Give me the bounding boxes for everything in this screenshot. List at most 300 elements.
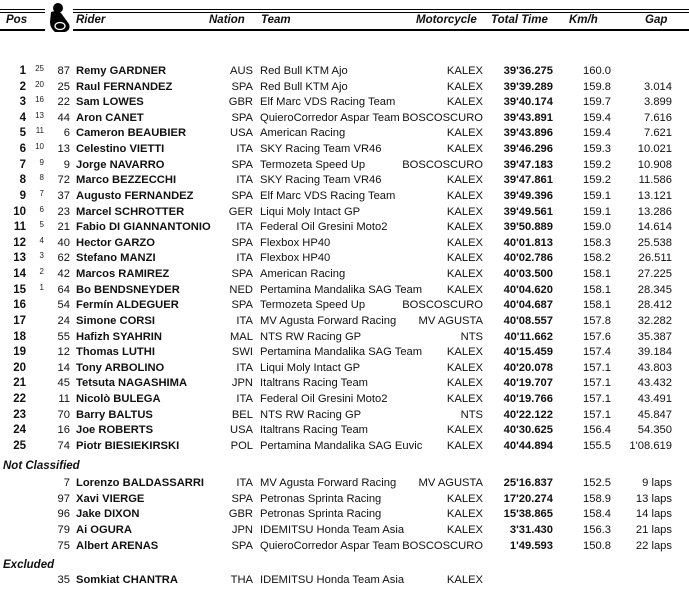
points: 8	[39, 173, 44, 183]
motorcycle: KALEX	[446, 174, 483, 187]
speed-kmh: 158.3	[583, 236, 611, 249]
rider-name: Barry BALTUS	[76, 408, 153, 421]
team-name: Petronas Sprinta Racing	[260, 492, 382, 505]
rider-name: Nicolò BULEGA	[76, 393, 161, 406]
rider-number: 87	[57, 65, 70, 77]
result-row	[0, 392, 689, 408]
result-row	[0, 376, 689, 392]
rider-name: Fermín ALDEGUER	[76, 299, 179, 312]
result-row	[0, 492, 689, 508]
total-time: 1'49.593	[509, 539, 553, 552]
nation: ITA	[236, 393, 253, 406]
team-name: Termozeta Speed Up	[260, 299, 366, 312]
motorcycle: KALEX	[446, 393, 483, 406]
team-name: IDEMITSU Honda Team Asia	[260, 574, 405, 586]
total-time: 40'11.662	[504, 330, 553, 343]
motorcycle: BOSCOSCURO	[402, 539, 483, 552]
speed-kmh: 159.3	[583, 143, 611, 156]
motorcycle: KALEX	[446, 127, 483, 140]
col-header-team: Team	[261, 14, 291, 26]
nation: SWI	[231, 346, 253, 359]
result-row	[0, 111, 689, 127]
gap: 27.225	[637, 268, 672, 281]
speed-kmh: 156.3	[583, 524, 611, 537]
total-time: 40'03.500	[503, 268, 553, 281]
rider-name: Tony ARBOLINO	[76, 361, 165, 374]
total-time: 40'19.766	[503, 393, 553, 406]
result-row	[0, 126, 689, 142]
rider-number: 44	[57, 111, 70, 124]
gap: 32.282	[637, 314, 672, 327]
speed-kmh: 157.1	[583, 377, 611, 390]
total-time: 40'01.813	[503, 236, 553, 249]
position: 4	[19, 111, 26, 124]
nation: ITA	[236, 143, 253, 156]
total-time: 39'39.289	[503, 80, 553, 93]
rider-number: 96	[57, 508, 70, 521]
motorcycle: KALEX	[446, 439, 483, 452]
team-name: Italtrans Racing Team	[260, 377, 368, 390]
total-time: 25'16.837	[503, 477, 553, 489]
result-row	[0, 80, 689, 96]
team-name: IDEMITSU Honda Team Asia	[260, 524, 405, 537]
total-time: 40'20.078	[503, 361, 553, 374]
rider-name: Marcel SCHROTTER	[76, 205, 185, 218]
nation: ITA	[236, 252, 253, 265]
motorcycle: BOSCOSCURO	[402, 158, 483, 171]
result-row	[0, 251, 689, 267]
team-name: QuieroCorredor Aspar Team	[260, 111, 400, 124]
rider-number: 35	[57, 574, 70, 586]
result-row	[0, 95, 689, 111]
result-row	[0, 189, 689, 205]
nation: ITA	[236, 314, 253, 327]
position: 18	[13, 330, 26, 343]
team-name: SKY Racing Team VR46	[260, 143, 382, 156]
nation: NED	[229, 283, 253, 296]
speed-kmh: 159.2	[583, 174, 611, 187]
result-row	[0, 205, 689, 221]
result-row	[0, 507, 689, 523]
motorcycle: NTS	[460, 408, 483, 421]
nation: SPA	[231, 268, 253, 281]
rider-number: 64	[57, 283, 70, 296]
points: 5	[39, 220, 44, 230]
team-name: Red Bull KTM Ajo	[260, 65, 348, 77]
result-row	[0, 283, 689, 299]
team-name: Termozeta Speed Up	[260, 158, 366, 171]
nation: SPA	[231, 236, 253, 249]
rider-number: 25	[57, 80, 70, 93]
position: 10	[13, 205, 26, 218]
rider-number: 24	[57, 314, 70, 327]
col-header-nation: Nation	[209, 14, 245, 26]
team-name: Elf Marc VDS Racing Team	[260, 96, 396, 109]
position: 8	[19, 174, 26, 187]
rider-number: 16	[57, 424, 70, 437]
team-name: NTS RW Racing GP	[260, 330, 362, 343]
speed-kmh: 159.1	[583, 189, 611, 202]
results-header	[0, 0, 689, 34]
not-classified-heading: Not Classified	[3, 460, 80, 472]
team-name: QuieroCorredor Aspar Team	[260, 539, 400, 552]
result-row	[0, 220, 689, 236]
gap: 3.014	[644, 80, 672, 93]
gap: 43.803	[637, 361, 672, 374]
rider-number: 79	[57, 524, 70, 537]
gap: 11.586	[638, 174, 672, 187]
rider-number: 22	[57, 96, 70, 109]
nation: USA	[229, 127, 253, 140]
total-time: 40'04.687	[503, 299, 553, 312]
speed-kmh: 158.1	[583, 299, 611, 312]
rider-name: Marco BEZZECCHI	[76, 174, 177, 187]
position: 13	[13, 252, 26, 265]
nation: ITA	[236, 174, 253, 187]
team-name: Flexbox HP40	[260, 236, 331, 249]
total-time: 39'40.174	[503, 96, 553, 109]
speed-kmh: 159.0	[583, 221, 611, 234]
motorcycle: KALEX	[446, 221, 483, 234]
col-header-gap: Gap	[645, 14, 668, 26]
nation: SPA	[231, 80, 253, 93]
position: 20	[13, 361, 26, 374]
position: 3	[19, 96, 26, 109]
speed-kmh: 160.0	[583, 65, 611, 77]
position: 23	[13, 408, 26, 421]
result-row	[0, 476, 689, 492]
total-time: 17'20.274	[503, 492, 553, 505]
col-header-rider: Rider	[76, 14, 106, 26]
speed-kmh: 155.5	[583, 439, 611, 452]
col-header-motorcycle: Motorcycle	[416, 14, 477, 26]
motorcycle: KALEX	[446, 424, 483, 437]
speed-kmh: 159.2	[583, 158, 611, 171]
rider-name: Aron CANET	[76, 111, 144, 124]
result-row	[0, 408, 689, 424]
gap: 45.847	[637, 408, 672, 421]
rider-name: Piotr BIESIEKIRSKI	[76, 439, 180, 452]
total-time: 39'43.896	[503, 127, 553, 140]
team-name: Liqui Moly Intact GP	[260, 361, 361, 374]
position: 21	[13, 377, 26, 390]
position: 1	[19, 65, 26, 77]
total-time: 39'47.183	[503, 158, 553, 171]
points: 3	[39, 251, 44, 261]
total-time: 39'43.891	[503, 111, 553, 124]
total-time: 39'49.396	[503, 189, 553, 202]
result-row	[0, 330, 689, 346]
position: 15	[13, 283, 26, 296]
motorcycle: KALEX	[446, 361, 483, 374]
speed-kmh: 152.5	[583, 477, 611, 489]
team-name: Italtrans Racing Team	[260, 424, 368, 437]
team-name: Petronas Sprinta Racing	[260, 508, 382, 521]
motorcycle: KALEX	[446, 236, 483, 249]
nation: JPN	[231, 524, 253, 537]
gap: 43.491	[637, 393, 672, 406]
position: 25	[13, 439, 26, 452]
team-name: American Racing	[260, 127, 346, 140]
gap: 22 laps	[635, 539, 672, 552]
gap: 39.184	[637, 346, 672, 359]
speed-kmh: 157.4	[583, 346, 611, 359]
speed-kmh: 159.4	[583, 127, 611, 140]
nation: SPA	[231, 158, 253, 171]
rider-name: Stefano MANZI	[76, 252, 156, 265]
col-header-total-time: Total Time	[491, 14, 548, 26]
rider-number: 23	[57, 205, 70, 218]
position: 24	[13, 424, 26, 437]
gap: 7.616	[644, 111, 672, 124]
points: 11	[35, 126, 44, 136]
total-time: 39'36.275	[503, 65, 553, 77]
rider-number: 42	[57, 268, 70, 281]
rider-name: Lorenzo BALDASSARRI	[76, 477, 205, 489]
nation: JPN	[231, 377, 253, 390]
team-name: Federal Oil Gresini Moto2	[260, 221, 388, 234]
rider-number: 55	[57, 330, 70, 343]
rider-name: Somkiat CHANTRA	[76, 574, 178, 586]
points: 1	[39, 282, 44, 292]
points: 10	[35, 142, 44, 152]
motorcycle: KALEX	[446, 189, 483, 202]
team-name: MV Agusta Forward Racing	[260, 477, 397, 489]
position: 2	[19, 80, 26, 93]
rider-name: Sam LOWES	[76, 96, 144, 109]
speed-kmh: 150.8	[583, 539, 611, 552]
rider-number: 75	[57, 539, 70, 552]
total-time: 40'04.620	[503, 283, 553, 296]
rider-name: Jorge NAVARRO	[76, 158, 165, 171]
rider-name: Marcos RAMIREZ	[76, 268, 170, 281]
gap: 26.511	[638, 252, 672, 265]
gap: 7.621	[644, 127, 672, 140]
total-time: 39'47.861	[503, 174, 553, 187]
gap: 35.387	[637, 330, 672, 343]
result-row	[0, 361, 689, 377]
gap: 28.345	[637, 283, 672, 296]
motorcycle: KALEX	[446, 96, 483, 109]
rider-number: 62	[57, 252, 70, 265]
points: 6	[39, 204, 44, 214]
motorcycle: KALEX	[446, 574, 483, 586]
total-time: 15'38.865	[503, 508, 553, 521]
rider-number: 54	[57, 299, 70, 312]
rider-number: 45	[57, 377, 70, 390]
result-row	[0, 439, 689, 455]
position: 19	[13, 346, 26, 359]
speed-kmh: 157.8	[583, 314, 611, 327]
speed-kmh: 158.9	[583, 492, 611, 505]
points: 2	[39, 267, 44, 277]
gap: 3.899	[644, 96, 672, 109]
result-row	[0, 158, 689, 174]
rider-name: Remy GARDNER	[76, 65, 167, 77]
result-row	[0, 523, 689, 539]
team-name: Elf Marc VDS Racing Team	[260, 189, 396, 202]
result-row	[0, 267, 689, 283]
rider-number: 74	[57, 439, 70, 452]
motorcycle: BOSCOSCURO	[402, 111, 483, 124]
header-rule-bottom	[0, 29, 689, 31]
gap: 21 laps	[635, 524, 672, 537]
team-name: Pertamina Mandalika SAG Team	[260, 346, 423, 359]
gap: 43.432	[637, 377, 672, 390]
result-row	[0, 573, 689, 589]
motorcycle: KALEX	[446, 492, 483, 505]
rider-number: 97	[57, 492, 70, 505]
result-row	[0, 142, 689, 158]
nation: THA	[230, 574, 253, 586]
motorcycle: KALEX	[446, 524, 483, 537]
nation: SPA	[231, 492, 253, 505]
rider-number: 12	[57, 346, 70, 359]
rider-name: Fabio DI GIANNANTONIO	[76, 221, 211, 234]
gap: 54.350	[637, 424, 672, 437]
motorcycle: KALEX	[446, 252, 483, 265]
team-name: Liqui Moly Intact GP	[260, 205, 361, 218]
speed-kmh: 157.1	[583, 361, 611, 374]
speed-kmh: 159.4	[583, 111, 611, 124]
gap: 13.286	[637, 205, 672, 218]
total-time: 40'22.122	[503, 408, 553, 421]
nation: ITA	[236, 221, 253, 234]
rider-name: Hector GARZO	[76, 236, 155, 249]
nation: BEL	[231, 408, 253, 421]
team-name: Pertamina Mandalika SAG Euvic	[260, 439, 423, 452]
rider-name: Augusto FERNANDEZ	[76, 189, 194, 202]
motorcycle: KALEX	[446, 508, 483, 521]
nation: GER	[228, 205, 253, 218]
result-row	[0, 236, 689, 252]
rider-name: Hafizh SYAHRIN	[76, 330, 162, 343]
gap: 13 laps	[635, 492, 672, 505]
rider-number: 21	[57, 221, 70, 234]
header-rule-top	[0, 9, 689, 10]
points: 9	[39, 157, 44, 167]
position: 7	[19, 158, 26, 171]
speed-kmh: 158.2	[583, 252, 611, 265]
result-row	[0, 314, 689, 330]
excluded-heading: Excluded	[3, 559, 55, 571]
speed-kmh: 159.7	[583, 96, 611, 109]
nation: ITA	[236, 477, 253, 489]
motorcycle: KALEX	[446, 205, 483, 218]
motorcycle: MV AGUSTA	[418, 314, 483, 327]
team-name: American Racing	[260, 268, 346, 281]
rider-name: Ai OGURA	[76, 524, 132, 537]
motorcycle: BOSCOSCURO	[402, 299, 483, 312]
rider-name: Raul FERNANDEZ	[76, 80, 173, 93]
speed-kmh: 159.8	[583, 80, 611, 93]
rider-number: 7	[63, 477, 70, 489]
col-header-kmh: Km/h	[569, 14, 598, 26]
rider-name: Bo BENDSNEYDER	[76, 283, 180, 296]
col-header-pos: Pos	[6, 14, 28, 26]
motorcycle: KALEX	[446, 377, 483, 390]
speed-kmh: 157.6	[583, 330, 611, 343]
team-name: Federal Oil Gresini Moto2	[260, 393, 388, 406]
result-row	[0, 423, 689, 439]
points: 16	[35, 95, 44, 105]
rider-number: 72	[57, 174, 70, 187]
result-row	[0, 298, 689, 314]
gap: 13.121	[637, 189, 672, 202]
rider-number: 70	[57, 408, 70, 421]
result-row	[0, 345, 689, 361]
total-time: 40'19.707	[503, 377, 553, 390]
total-time: 40'02.786	[503, 252, 553, 265]
motorcycle-rider-icon	[45, 2, 73, 34]
team-name: NTS RW Racing GP	[260, 408, 362, 421]
gap: 14.614	[637, 221, 672, 234]
rider-name: Jake DIXON	[76, 508, 140, 521]
position: 17	[13, 314, 26, 327]
total-time: 39'49.561	[503, 205, 553, 218]
total-time: 39'50.889	[503, 221, 553, 234]
rider-number: 37	[57, 189, 70, 202]
nation: ITA	[236, 361, 253, 374]
motorcycle: NTS	[460, 330, 483, 343]
position: 22	[13, 393, 26, 406]
rider-number: 6	[63, 127, 70, 140]
points: 7	[39, 188, 44, 198]
rider-number: 13	[57, 143, 70, 156]
points: 13	[35, 110, 44, 120]
result-row	[0, 539, 689, 555]
rider-number: 9	[63, 158, 70, 171]
motorcycle: KALEX	[446, 65, 483, 77]
total-time: 3'31.430	[509, 524, 553, 537]
total-time: 40'30.625	[503, 424, 553, 437]
total-time: 39'46.296	[503, 143, 553, 156]
motorcycle: KALEX	[446, 268, 483, 281]
position: 12	[13, 236, 26, 249]
speed-kmh: 156.4	[583, 424, 611, 437]
result-row	[0, 173, 689, 189]
gap: 14 laps	[635, 508, 672, 521]
team-name: MV Agusta Forward Racing	[260, 314, 397, 327]
result-row	[0, 64, 689, 80]
speed-kmh: 158.1	[583, 268, 611, 281]
gap: 25.538	[637, 236, 672, 249]
points: 20	[35, 79, 44, 89]
motorcycle: KALEX	[446, 283, 483, 296]
rider-name: Celestino VIETTI	[76, 143, 165, 156]
speed-kmh: 158.4	[583, 508, 611, 521]
nation: SPA	[231, 539, 253, 552]
total-time: 40'08.557	[503, 314, 553, 327]
nation: SPA	[231, 189, 253, 202]
rider-name: Thomas LUTHI	[76, 346, 155, 359]
gap: 10.021	[637, 143, 672, 156]
motorcycle: KALEX	[446, 80, 483, 93]
rider-name: Albert ARENAS	[76, 539, 159, 552]
position: 5	[19, 127, 26, 140]
rider-name: Tetsuta NAGASHIMA	[76, 377, 188, 390]
total-time: 40'15.459	[503, 346, 553, 359]
gap: 10.908	[637, 158, 672, 171]
rider-number: 40	[57, 236, 70, 249]
gap: 1'08.619	[629, 439, 672, 452]
position: 11	[13, 221, 26, 234]
team-name: Flexbox HP40	[260, 252, 331, 265]
rider-number: 14	[57, 361, 70, 374]
team-name: Pertamina Mandalika SAG Team	[260, 283, 423, 296]
motorcycle: KALEX	[446, 143, 483, 156]
position: 9	[19, 189, 26, 202]
